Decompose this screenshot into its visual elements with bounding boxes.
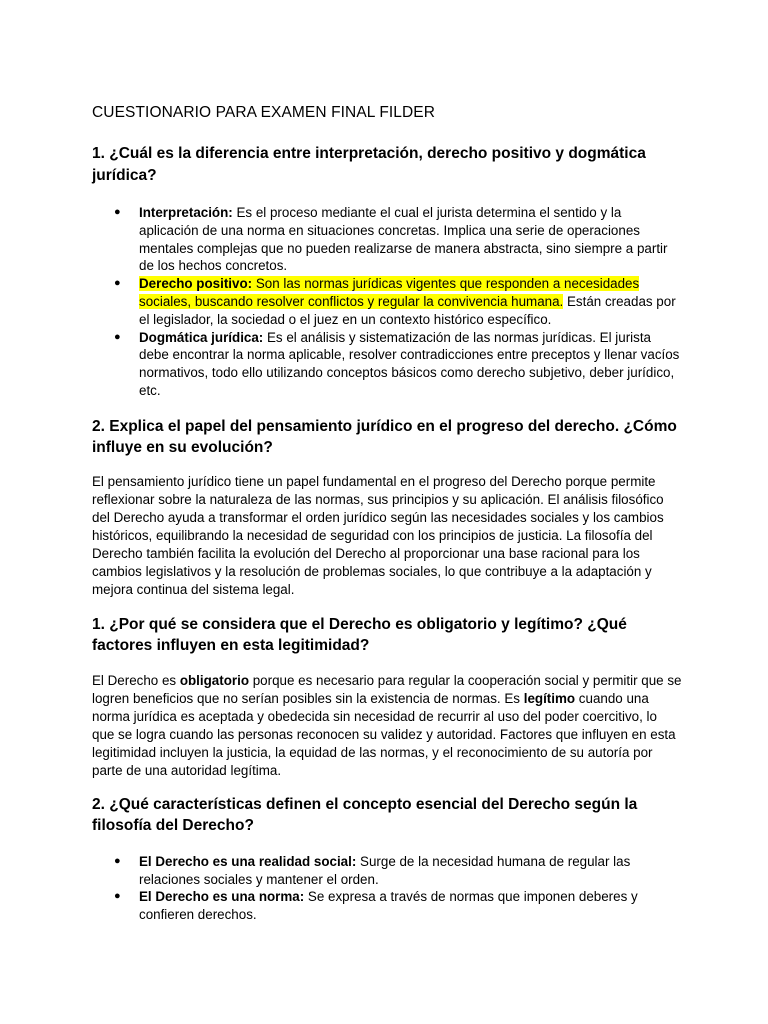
bullet-icon: ●: [114, 206, 121, 218]
document-title: CUESTIONARIO PARA EXAMEN FINAL FILDER: [92, 104, 436, 121]
question-4-heading: 2. ¿Qué características definen el concepto esencial del Derecho según la filosofía del Derecho?: [92, 795, 638, 835]
question-3-section: [92, 614, 682, 780]
question-1-heading: 1. ¿Cuál es la diferencia entre interpretación, derecho positivo y dogmática jurídica?: [92, 145, 646, 184]
list-item-norma: [114, 888, 682, 924]
question-2-heading: 2. Explica el papel del pensamiento jurídico en el progreso del derecho. ¿Cómo influye en su evolución?: [92, 417, 677, 457]
bullet-icon: ●: [114, 330, 121, 343]
answer-text: cuando una norma jurídica es aceptada y obedecida sin necesidad de recurrir al uso del poder coercitivo, lo que se logra cuando las personas reconocen su validez y autoridad. Factores que influyen en esta legitimidad incluyen la justicia, la equidad de las normas, y el reconocimiento de su autoría por parte de una autoridad legítima.: [92, 690, 676, 778]
term-description: Es el proceso mediante el cual el jurista determina el sentido y la aplicación de una norma en situaciones concretas. Implica una serie de operaciones mentales complejas que no pueden realizarse de manera abstracta, sino siempre a partir de los hechos concretos.: [139, 205, 668, 274]
list-item-realidad-social: [114, 853, 682, 889]
bullet-icon: ●: [114, 277, 121, 290]
term-label: El Derecho es una norma:: [139, 889, 305, 905]
term-label: Dogmática jurídica:: [139, 329, 264, 345]
term-description: Es el análisis y sistematización de las normas jurídicas. El jurista debe encontrar la norma aplicable, resolver contradicciones entre preceptos y llenar vacíos normativos, todo ello utilizando conceptos básicos como derecho subjetivo, deber jurídico, etc.: [139, 329, 680, 398]
highlighted-description: Son las normas jurídicas vigentes que responden a necesidades sociales, buscando resolver conflictos y regular la convivencia humana.: [139, 276, 640, 309]
question-4-section: [92, 794, 682, 924]
question-4-list: [92, 853, 682, 924]
bullet-icon: ●: [114, 854, 121, 867]
term-label: El Derecho es una realidad social:: [139, 853, 357, 869]
term-label: Derecho positivo:: [139, 276, 253, 292]
answer-text: El Derecho es: [92, 672, 180, 688]
bold-term-obligatorio: obligatorio: [179, 672, 250, 688]
question-2-answer: El pensamiento jurídico tiene un papel fundamental en el progreso del Derecho porque permite reflexionar sobre la naturaleza de las normas, sus principios y su aplicación. El análisis filosófico del Derecho ayuda a transformar el orden jurídico según las necesidades sociales y los cambios históricos, equilibrando la necesidad de seguridad con los principios de justicia. La filosofía del Derecho también facilita la evolución del Derecho al proporcionar una base racional para los cambios legislativos y la resolución de problemas sociales, lo que contribuye a la adaptación y mejora continua del sistema legal.: [92, 473, 664, 597]
question-3-answer: [92, 672, 682, 780]
bullet-icon: ●: [114, 890, 121, 903]
term-description: Están creadas por el legislador, la sociedad o el juez en un contexto histórico específico.: [139, 293, 676, 327]
term-description: Se expresa a través de normas que imponen deberes y confieren derechos.: [139, 889, 638, 923]
answer-text: porque es necesario para regular la cooperación social y permitir que se logren beneficios que no serían posibles sin la existencia de normas. Es: [92, 672, 682, 706]
list-item-interpretacion: [114, 204, 682, 275]
list-item-derecho-positivo: [114, 275, 682, 328]
term-description: Surge de la necesidad humana de regular las relaciones sociales y mantener el orden.: [139, 853, 631, 887]
question-1-list: [92, 204, 682, 400]
document-page: [92, 103, 682, 924]
list-item-dogmatica-juridica: [114, 329, 682, 400]
bold-term-legitimo: legítimo: [523, 690, 576, 706]
question-1-section: [92, 143, 682, 400]
question-3-heading: 1. ¿Por qué se considera que el Derecho es obligatorio y legítimo? ¿Qué factores influyen en esta legitimidad?: [92, 615, 627, 655]
term-label: Interpretación:: [139, 205, 233, 220]
question-2-section: [92, 416, 682, 599]
